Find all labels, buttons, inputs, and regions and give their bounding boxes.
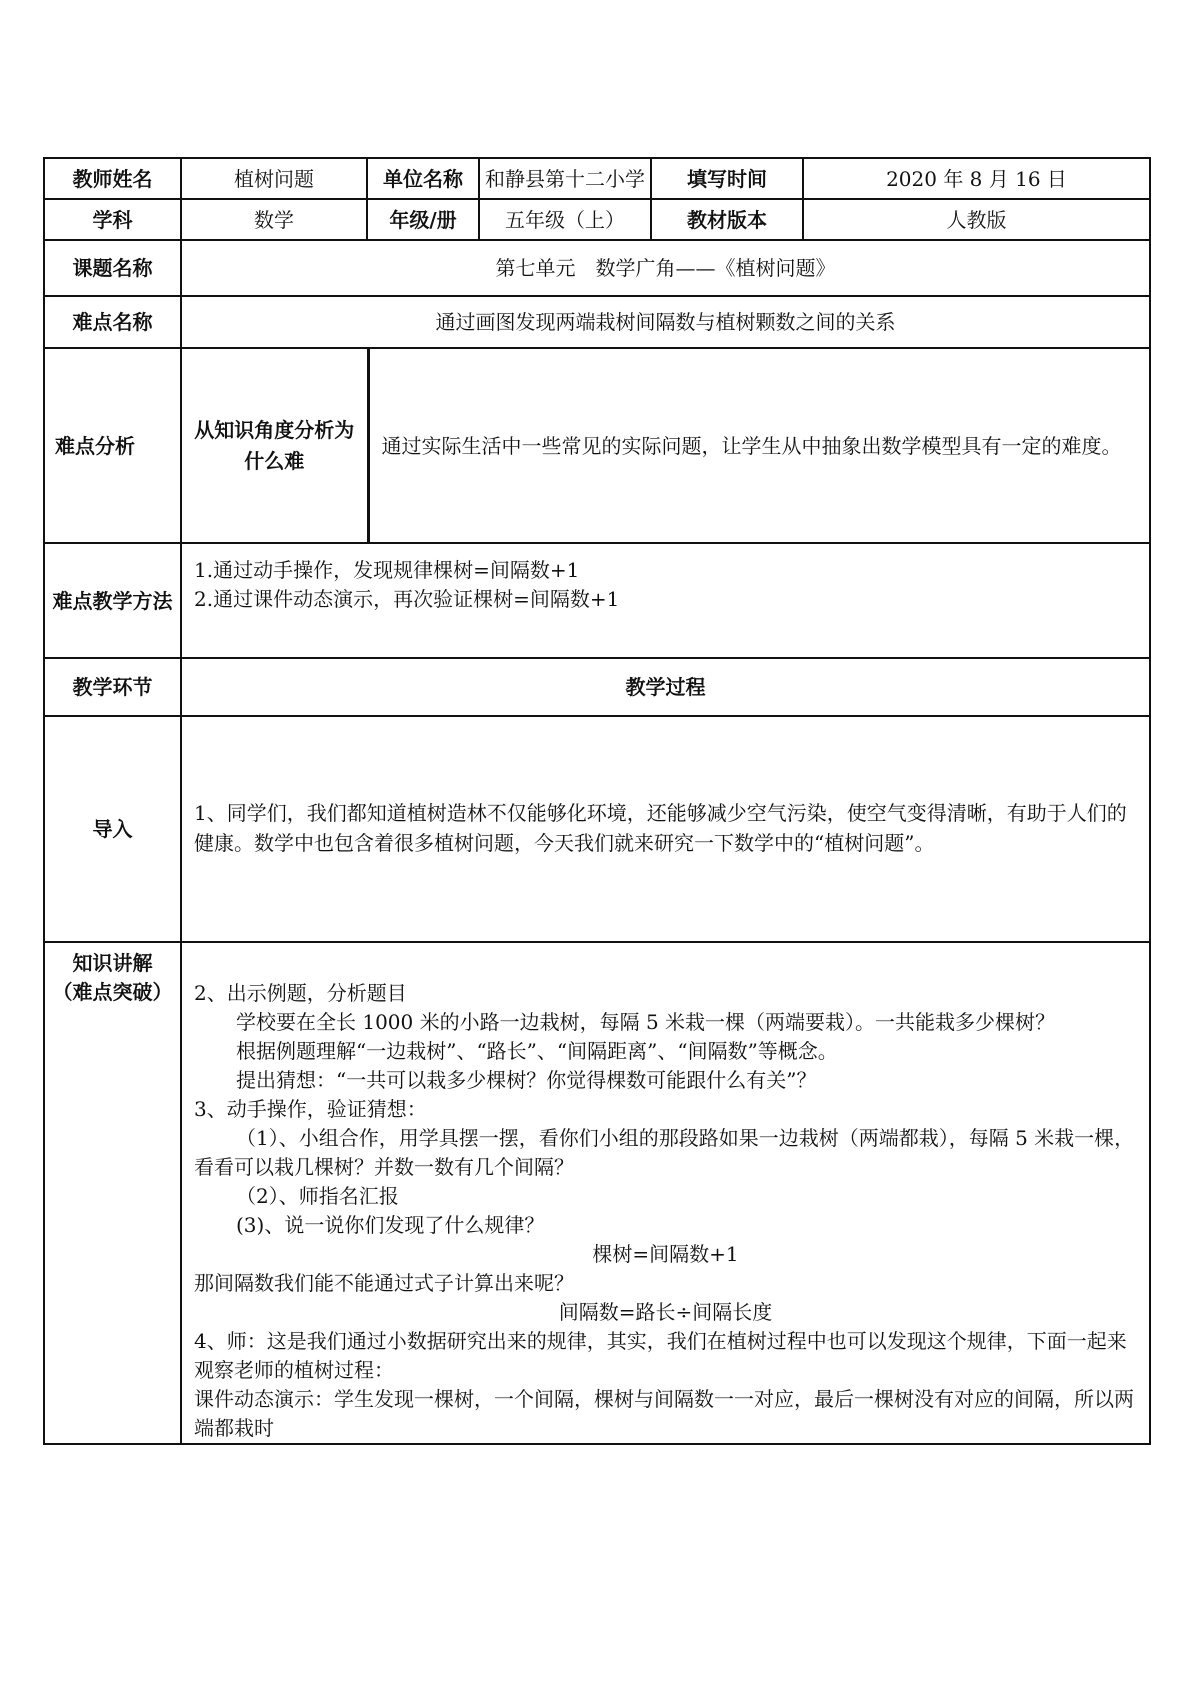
knowledge-label-line-1: 知识讲解 (72, 951, 153, 975)
knowledge-label-line-2: （难点突破） (52, 980, 173, 1004)
knowledge-line: 4、师：这是我们通过小数据研究出来的规律，其实，我们在植树过程中也可以发现这个规律，下面一起来观察老师的植树过程： (194, 1329, 1127, 1382)
header-row-2 (44, 199, 1150, 240)
method-row (44, 543, 1150, 658)
knowledge-line: 课件动态演示：学生发现一棵树，一个间隔，棵树与间隔数一一对应，最后一棵树没有对应的间隔，所以两端都栽时 (194, 1387, 1134, 1440)
knowledge-label (44, 942, 181, 1444)
process-header-row (44, 658, 1150, 716)
unit-name-value: 和静县第十二小学 (479, 158, 651, 199)
topic-label: 课题名称 (44, 240, 181, 296)
edition-value: 人教版 (803, 199, 1150, 240)
teacher-name-value: 植树问题 (181, 158, 367, 199)
intro-row (44, 716, 1150, 942)
knowledge-line: 提出猜想：“一共可以栽多少棵树？你觉得棵数可能跟什么有关”？ (236, 1068, 817, 1092)
process-section-label: 教学环节 (44, 658, 181, 716)
unit-name-label: 单位名称 (367, 158, 479, 199)
header-row-1 (44, 158, 1150, 199)
intro-text: 1、同学们，我们都知道植树造林不仅能够化环境，还能够减少空气污染，使空气变得清晰，有助于人们的健康。数学中也包含着很多植树问题，今天我们就来研究一下数学中的“植树问题”。 (181, 716, 1150, 942)
grade-value: 五年级（上） (479, 199, 651, 240)
method-line-1: 1.通过动手操作，发现规律棵树=间隔数+1 (194, 558, 580, 582)
analysis-row (44, 348, 1150, 543)
difficulty-row (44, 296, 1150, 348)
analysis-inner (182, 349, 1149, 542)
method-cell (181, 543, 1150, 658)
process-section-title: 教学过程 (181, 658, 1150, 716)
analysis-label: 难点分析 (44, 348, 181, 543)
knowledge-line: （2）、师指名汇报 (236, 1184, 399, 1208)
knowledge-line: 学校要在全长 1000 米的小路一边栽树，每隔 5 米栽一棵（两端要栽）。一共能栽多少棵树？ (236, 1010, 1056, 1034)
edition-label: 教材版本 (651, 199, 803, 240)
difficulty-value: 通过画图发现两端栽树间隔数与植树颗数之间的关系 (181, 296, 1150, 348)
knowledge-line: 2、出示例题，分析题目 (194, 981, 407, 1005)
grade-label: 年级/册 (367, 199, 479, 240)
fill-date-value: 2020 年 8 月 16 日 (803, 158, 1150, 199)
intro-label: 导入 (44, 716, 181, 942)
teacher-name-label: 教师姓名 (44, 158, 181, 199)
difficulty-label: 难点名称 (44, 296, 181, 348)
knowledge-line: 根据例题理解“一边栽树”、“路长”、“间隔距离”、“间隔数”等概念。 (236, 1039, 838, 1063)
formula-interval-count: 间隔数=路长÷间隔长度 (558, 1300, 773, 1324)
topic-value: 第七单元 数学广角——《植树问题》 (181, 240, 1150, 296)
fill-date-label: 填写时间 (651, 158, 803, 199)
analysis-sub-label: 从知识角度分析为什么难 (194, 417, 355, 473)
method-line-2: 2.通过课件动态演示，再次验证棵树=间隔数+1 (194, 587, 620, 611)
knowledge-line: （1）、小组合作，用学具摆一摆，看你们小组的那段路如果一边栽树（两端都栽），每隔 5 米栽一棵，看看可以栽几棵树？并数一数有几个间隔？ (194, 1126, 1135, 1179)
method-label: 难点教学方法 (44, 543, 181, 658)
subject-value: 数学 (181, 199, 367, 240)
knowledge-row (44, 942, 1150, 1444)
formula-tree-count: 棵树=间隔数+1 (592, 1242, 739, 1266)
knowledge-line: 3、动手操作，验证猜想： (194, 1097, 427, 1121)
topic-row (44, 240, 1150, 296)
analysis-text: 通过实际生活中一些常见的实际问题，让学生从中抽象出数学模型具有一定的难度。 (368, 349, 1149, 542)
knowledge-content (181, 942, 1150, 1444)
knowledge-line: (3)、说一说你们发现了什么规律？ (236, 1213, 545, 1237)
analysis-cell (181, 348, 1150, 543)
knowledge-line: 那间隔数我们能不能通过式子计算出来呢？ (194, 1271, 574, 1295)
subject-label: 学科 (44, 199, 181, 240)
lesson-plan-table (43, 157, 1151, 1445)
